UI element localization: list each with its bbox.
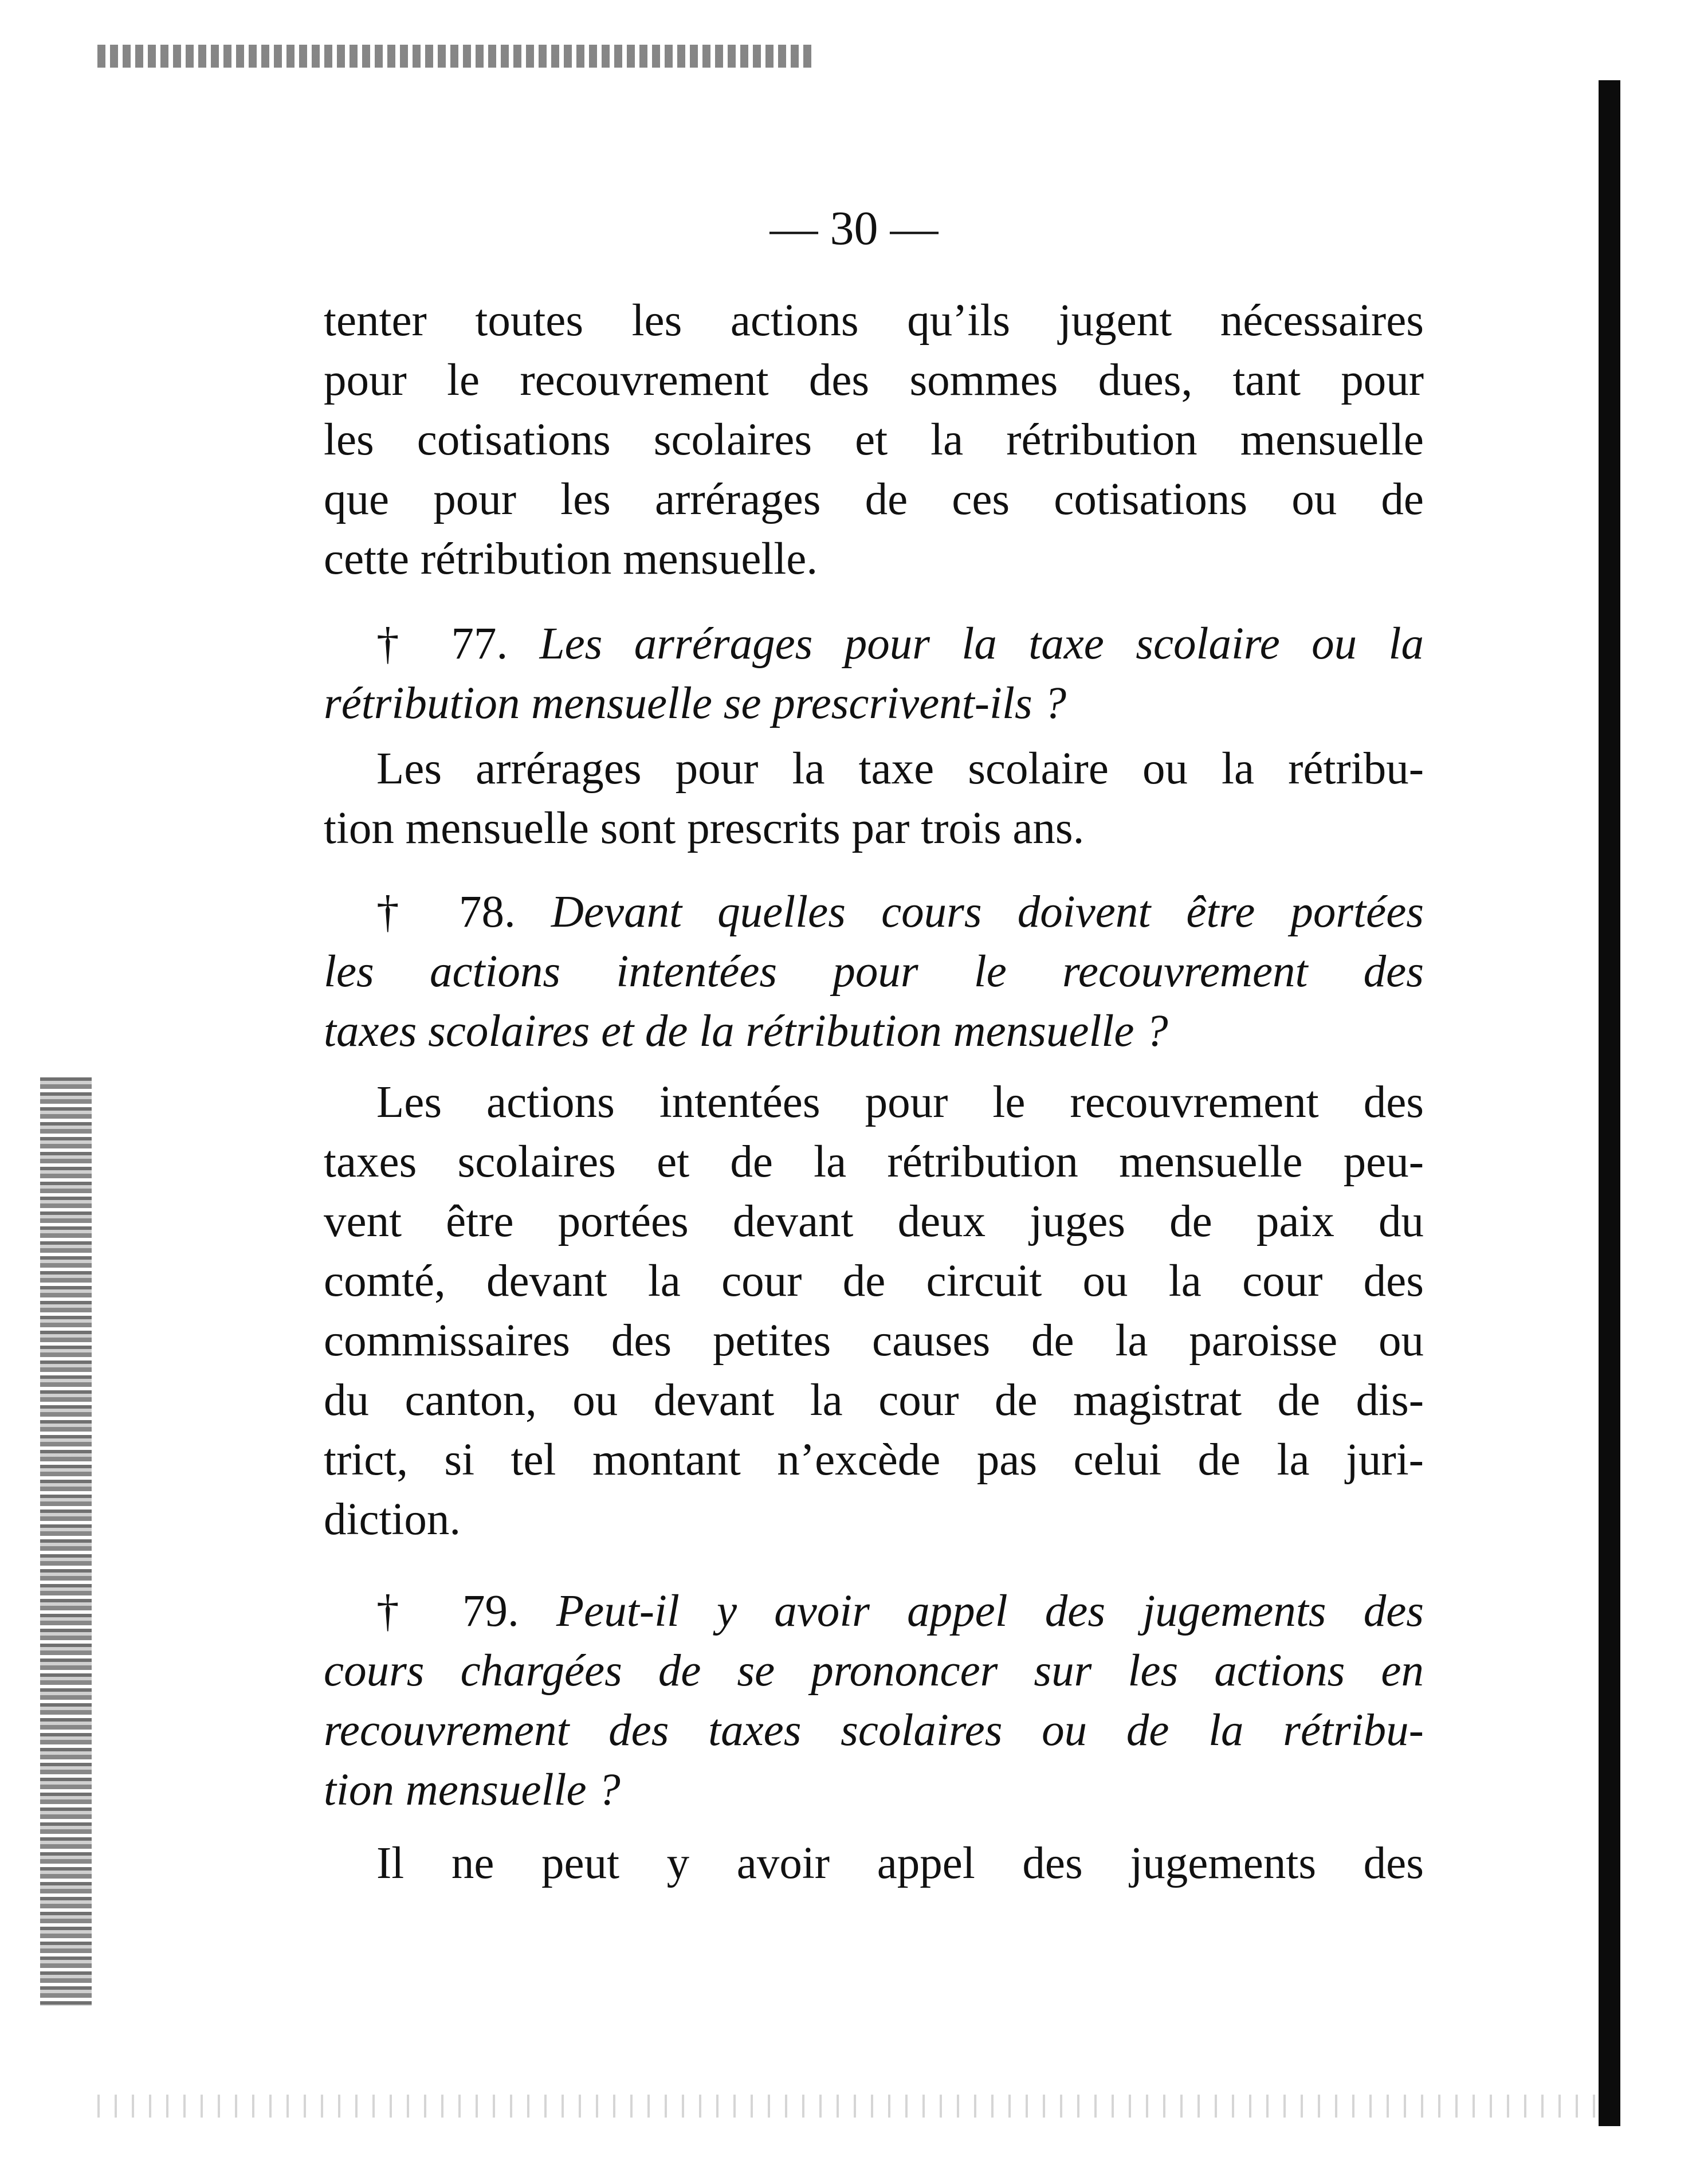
- text-line: que pour les arrérages de ces cotisations ou de: [324, 475, 1424, 524]
- question-text: Devant quelles cours doivent être portées: [551, 887, 1424, 937]
- text-line: du canton, ou devant la cour de magistrat de dis-: [324, 1375, 1424, 1425]
- question-number: † 78.: [376, 887, 516, 937]
- answer-77: [324, 739, 1424, 858]
- page-number: — 30 —: [769, 202, 939, 255]
- text-line: diction.: [324, 1495, 461, 1544]
- text-line: pour le recouvrement des sommes dues, tant pour: [324, 355, 1424, 405]
- text-line: recouvrement des taxes scolaires ou de la rétribu-: [324, 1705, 1424, 1755]
- answer-78: [324, 1073, 1424, 1550]
- text-line: commissaires des petites causes de la paroisse ou: [324, 1316, 1424, 1366]
- text-line: les cotisations scolaires et la rétribution mensuelle: [324, 415, 1424, 465]
- question-78: [324, 883, 1424, 1061]
- scan-artifact-bottom: [97, 2095, 1599, 2118]
- question-number: † 77.: [376, 619, 508, 669]
- question-text: Les arrérages pour la taxe scolaire ou la: [539, 619, 1424, 669]
- answer-paragraph: [324, 291, 1424, 589]
- text-line: tion mensuelle ?: [324, 1765, 621, 1815]
- question-text: Peut-il y avoir appel des jugements des: [556, 1586, 1424, 1636]
- text-line: les actions intentées pour le recouvrement des: [324, 947, 1424, 997]
- scan-artifact-top: [97, 45, 814, 68]
- scan-artifact-left-edge: [40, 1077, 92, 2006]
- text-line: tion mensuelle sont prescrits par trois ans.: [324, 803, 1085, 853]
- text-line: Il ne peut y avoir appel des jugements des: [376, 1838, 1424, 1888]
- text-line: tenter toutes les actions qu’ils jugent nécessaires: [324, 296, 1424, 346]
- text-line: comté, devant la cour de circuit ou la cour des: [324, 1256, 1424, 1306]
- text-line: taxes scolaires et de la rétribution mensuelle peu-: [324, 1137, 1424, 1187]
- text-line: Les actions intentées pour le recouvrement des: [376, 1077, 1424, 1127]
- question-number: † 79.: [376, 1586, 519, 1636]
- question-77: [324, 614, 1424, 734]
- question-79: [324, 1582, 1424, 1820]
- text-line: rétribution mensuelle se prescrivent-ils ?: [324, 679, 1066, 728]
- text-line: taxes scolaires et de la rétribution mensuelle ?: [324, 1006, 1168, 1056]
- text-line: trict, si tel montant n’excède pas celui de la juri-: [324, 1435, 1424, 1485]
- text-line: cours chargées de se prononcer sur les actions en: [324, 1646, 1424, 1696]
- answer-79: [324, 1834, 1424, 1893]
- text-line: vent être portées devant deux juges de paix du: [324, 1197, 1424, 1246]
- text-line: cette rétribution mensuelle.: [324, 534, 818, 584]
- scan-artifact-right-edge: [1599, 80, 1620, 2126]
- text-line: Les arrérages pour la taxe scolaire ou la rétribu-: [376, 744, 1424, 794]
